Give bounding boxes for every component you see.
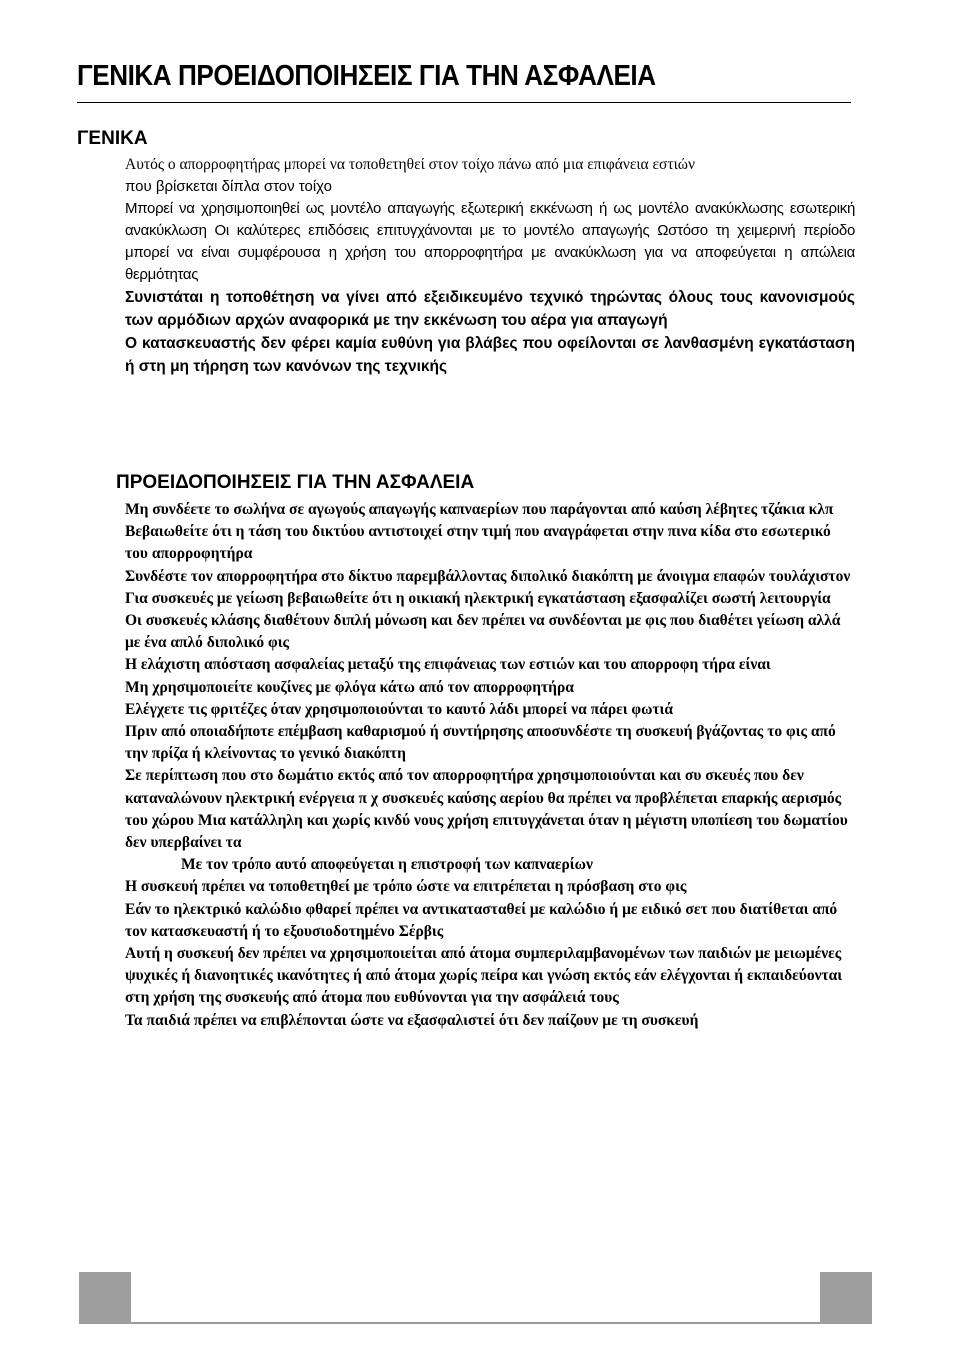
general-paragraph: που βρίσκεται δίπλα στον τοίχο	[125, 178, 332, 195]
safety-item: Ελέγχετε τις φριτέζες όταν χρησιμοποιούνται το καυτό λάδι μπορεί να πάρει φωτιά	[125, 700, 674, 718]
safety-item: Η συσκευή πρέπει να τοποθετηθεί με τρόπο ώστε να επιτρέπεται η πρόσβαση στο φις	[125, 878, 687, 896]
safety-item: Με τον τρόπο αυτό αποφεύγεται η επιστροφή των καπναερίων	[181, 856, 593, 874]
title-divider	[77, 102, 851, 103]
safety-item: Βεβαιωθείτε ότι η τάση του δικτύου αντιστοιχεί στην τιμή που αναγράφεται στην πινα κίδα στο εσωτερικό του απορροφητήρα	[125, 523, 831, 563]
safety-item: Μη χρησιμοποιείτε κουζίνες με φλόγα κάτω από τον απορροφητήρα	[125, 678, 574, 696]
general-paragraph: Ο κατασκευαστής δεν φέρει καμία ευθύνη για βλάβες που οφείλονται σε λανθασμένη εγκατάσταση ή στη μη τήρηση των κανόνων της τεχνικής	[125, 335, 855, 375]
footer-left-tab	[79, 1272, 131, 1324]
general-paragraph: Αυτός ο απορροφητήρας μπορεί να τοποθετηθεί στον τοίχο πάνω από μια επιφάνεια εστιών	[125, 156, 695, 173]
safety-item: Για συσκευές με γείωση βεβαιωθείτε ότι η οικιακή ηλεκτρική εγκατάσταση εξασφαλίζει σωστή λειτουργία	[125, 589, 831, 607]
safety-section-body	[125, 499, 855, 1032]
general-paragraph: Μπορεί να χρησιμοποιηθεί ως μοντέλο απαγωγής εξωτερική εκκένωση ή ως μοντέλο ανακύκλωσης εσωτερική ανακύκλωση Οι καλύτερες επιδόσεις επιτυγχάνονται με το μοντέλο απαγωγής Ωστόσο τη χειμερινή περίοδο μπορεί να είναι συμφέρουσα η χρήση του απορροφητήρα με ανακύκλωση για να αποφεύγεται η απώλεια θερμότητας	[125, 200, 855, 283]
safety-item: Η ελάχιστη απόσταση ασφαλείας μεταξύ της επιφάνειας των εστιών και του απορροφη τήρα είναι	[125, 656, 771, 674]
safety-item: Εάν το ηλεκτρικό καλώδιο φθαρεί πρέπει να αντικατασταθεί με καλώδιο ή με ειδικό σετ που διατίθεται από τον κατασκευαστή ή το εξουσιοδοτημένο Σέρβις	[125, 900, 838, 940]
safety-item: Σε περίπτωση που στο δωμάτιο εκτός από τον απορροφητήρα χρησιμοποιούνται και συ σκευές που δεν καταναλώνουν ηλεκτρική ενέργεια π χ συσκευές καύσης αερίου θα πρέπει να προβλέπεται επαρκής αερισμός του χώρου Μια κατάλληλη και χωρίς κινδύ νους χρήση επιτυγχάνεται όταν η μέγιστη υποπίεση του δωματίου δεν υπερβαίνει τα	[125, 767, 848, 852]
safety-item: Συνδέστε τον απορροφητήρα στο δίκτυο παρεμβάλλοντας διπολικό διακόπτη με άνοιγμα επαφών τουλάχιστον	[125, 567, 851, 585]
safety-item: Τα παιδιά πρέπει να επιβλέπονται ώστε να εξασφαλιστεί ότι δεν παίζουν με τη συσκευή	[125, 1011, 699, 1029]
safety-item: Μη συνδέετε το σωλήνα σε αγωγούς απαγωγής καπναερίων που παράγονται από καύση λέβητες τζάκια κλπ	[125, 501, 834, 518]
general-section-body	[125, 154, 855, 378]
page-title: ΓΕΝΙΚΑ ΠΡΟΕΙΔΟΠΟΙΗΣΕΙΣ ΓΙΑ ΤΗΝ ΑΣΦΑΛΕΙΑ	[77, 60, 656, 92]
safety-section-heading: ΠΡΟΕΙΔΟΠΟΙΗΣΕΙΣ ΓΙΑ ΤΗΝ ΑΣΦΑΛΕΙΑ	[116, 472, 475, 493]
footer-right-tab	[820, 1272, 872, 1324]
footer-divider	[131, 1322, 820, 1324]
general-paragraph: Συνιστάται η τοποθέτηση να γίνει από εξειδικευμένο τεχνικό τηρώντας όλους τους κανονισμούς των αρμόδιων αρχών αναφορικά με την εκκένωση του αέρα για απαγωγή	[125, 289, 855, 329]
safety-item: Πριν από οποιαδήποτε επέμβαση καθαρισμού ή συντήρησης αποσυνδέστε τη συσκευή βγάζοντας το φις από την πρίζα ή κλείνοντας το γενικό διακόπτη	[125, 723, 836, 763]
safety-item: Οι συσκευές κλάσης διαθέτουν διπλή μόνωση και δεν πρέπει να συνδέονται με φις που διαθέτει γείωση αλλά με ένα απλό διπολικό φις	[125, 612, 841, 652]
general-section-heading: ΓΕΝΙΚΑ	[77, 128, 148, 149]
safety-item: Αυτή η συσκευή δεν πρέπει να χρησιμοποιείται από άτομα συμπεριλαμβανομένων των παιδιών με μειωμένες ψυχικές ή διανοητικές ικανότητες ή από άτομα χωρίς πείρα και γνώση εκτός εάν ελέγχονται ή εκπαιδεύονται στη χρήση της συσκευής από άτομα που ευθύνονται για την ασφάλειά τους	[125, 945, 843, 1007]
